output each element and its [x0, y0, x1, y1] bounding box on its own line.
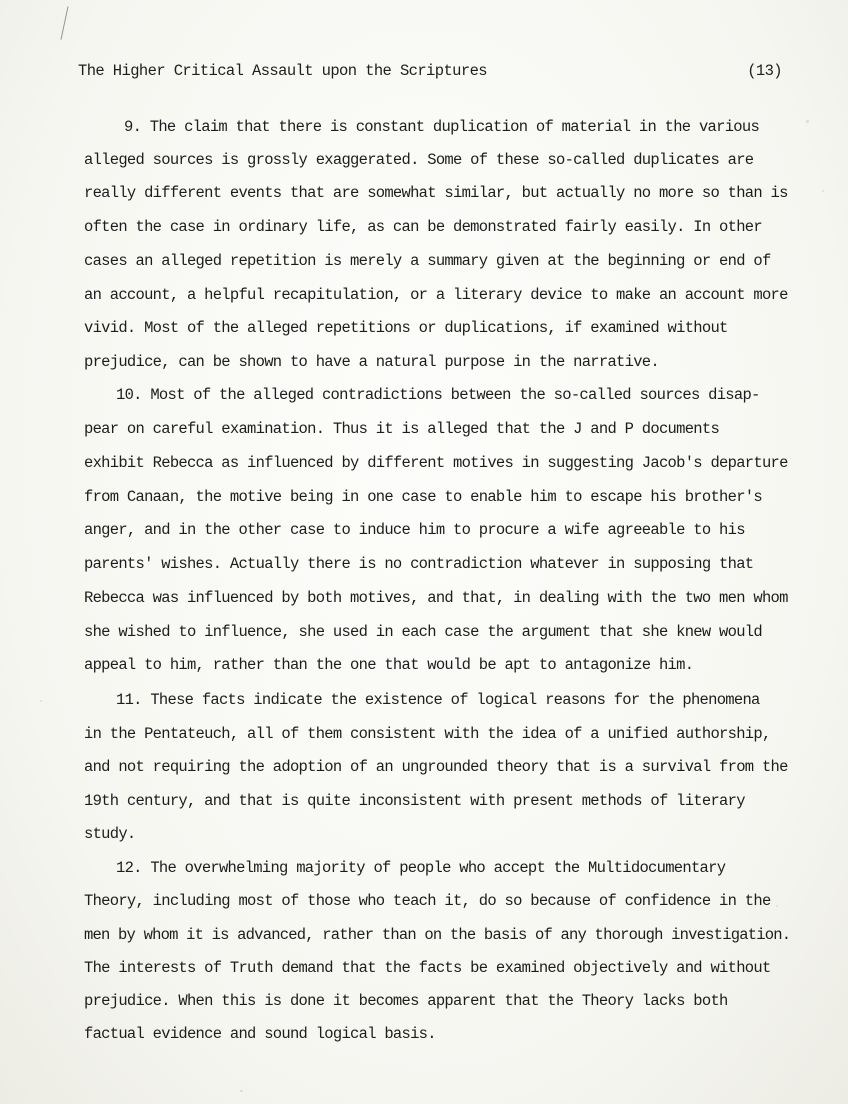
paragraph-line: study.: [84, 825, 136, 843]
paragraph-line: alleged sources is grossly exaggerated. Some of these so-called duplicates are: [84, 151, 754, 169]
paragraph-line: pear on careful examination. Thus it is alleged that the J and P documents: [84, 420, 720, 438]
paragraph-line: appeal to him, rather than the one that would be apt to antagonize him.: [84, 656, 694, 674]
scan-speck: [806, 120, 809, 123]
page-number: (13): [747, 62, 782, 80]
paragraph-line: 19th century, and that is quite inconsistent with present methods of literary: [84, 792, 745, 810]
paragraph-line: prejudice. When this is done it becomes apparent that the Theory lacks both: [84, 992, 728, 1010]
paragraph-line: in the Pentateuch, all of them consistent with the idea of a unified authorship,: [84, 725, 771, 743]
paragraph-line: 12. The overwhelming majority of people who accept the Multidocumentary: [116, 859, 726, 877]
paragraph-line: Rebecca was influenced by both motives, and that, in dealing with the two men whom: [84, 589, 788, 607]
paragraph-line: and not requiring the adoption of an ungrounded theory that is a survival from the: [84, 758, 788, 776]
scan-speck: [776, 905, 778, 907]
paragraph-line: 9. The claim that there is constant duplication of material in the various: [124, 118, 760, 136]
paragraph-line: she wished to influence, she used in each case the argument that she knew would: [84, 623, 762, 641]
paragraph-line: The interests of Truth demand that the facts be examined objectively and without: [84, 959, 771, 977]
pen-mark: [60, 6, 68, 39]
paragraph-line: parents' wishes. Actually there is no contradiction whatever in supposing that: [84, 555, 754, 573]
paragraph-line: an account, a helpful recapitulation, or a literary device to make an account more: [84, 286, 788, 304]
paragraph-line: cases an alleged repetition is merely a summary given at the beginning or end of: [84, 252, 771, 270]
scan-speck: [822, 190, 824, 192]
document-title: The Higher Critical Assault upon the Scriptures: [78, 62, 487, 80]
paragraph-line: 10. Most of the alleged contradictions between the so-called sources disap-: [116, 386, 760, 404]
paragraph-line: men by whom it is advanced, rather than on the basis of any thorough investigation.: [84, 926, 791, 944]
paragraph-line: often the case in ordinary life, as can be demonstrated fairly easily. In other: [84, 218, 762, 236]
scan-speck: [240, 1090, 243, 1092]
paragraph-line: vivid. Most of the alleged repetitions or duplications, if examined without: [84, 319, 728, 337]
page-header: [78, 62, 782, 86]
paragraph-line: anger, and in the other case to induce him to procure a wife agreeable to his: [84, 521, 745, 539]
paragraph-line: exhibit Rebecca as influenced by different motives in suggesting Jacob's departure: [84, 454, 788, 472]
paragraph-line: prejudice, can be shown to have a natural purpose in the narrative.: [84, 353, 659, 371]
paragraph-line: 11. These facts indicate the existence of logical reasons for the phenomena: [116, 691, 760, 709]
paragraph-line: factual evidence and sound logical basis.: [84, 1025, 436, 1043]
paragraph-line: from Canaan, the motive being in one case to enable him to escape his brother's: [84, 488, 762, 506]
scan-speck: [40, 700, 42, 702]
paragraph-line: Theory, including most of those who teach it, do so because of confidence in the: [84, 892, 771, 910]
paragraph-line: really different events that are somewhat similar, but actually no more so than is: [84, 184, 788, 202]
